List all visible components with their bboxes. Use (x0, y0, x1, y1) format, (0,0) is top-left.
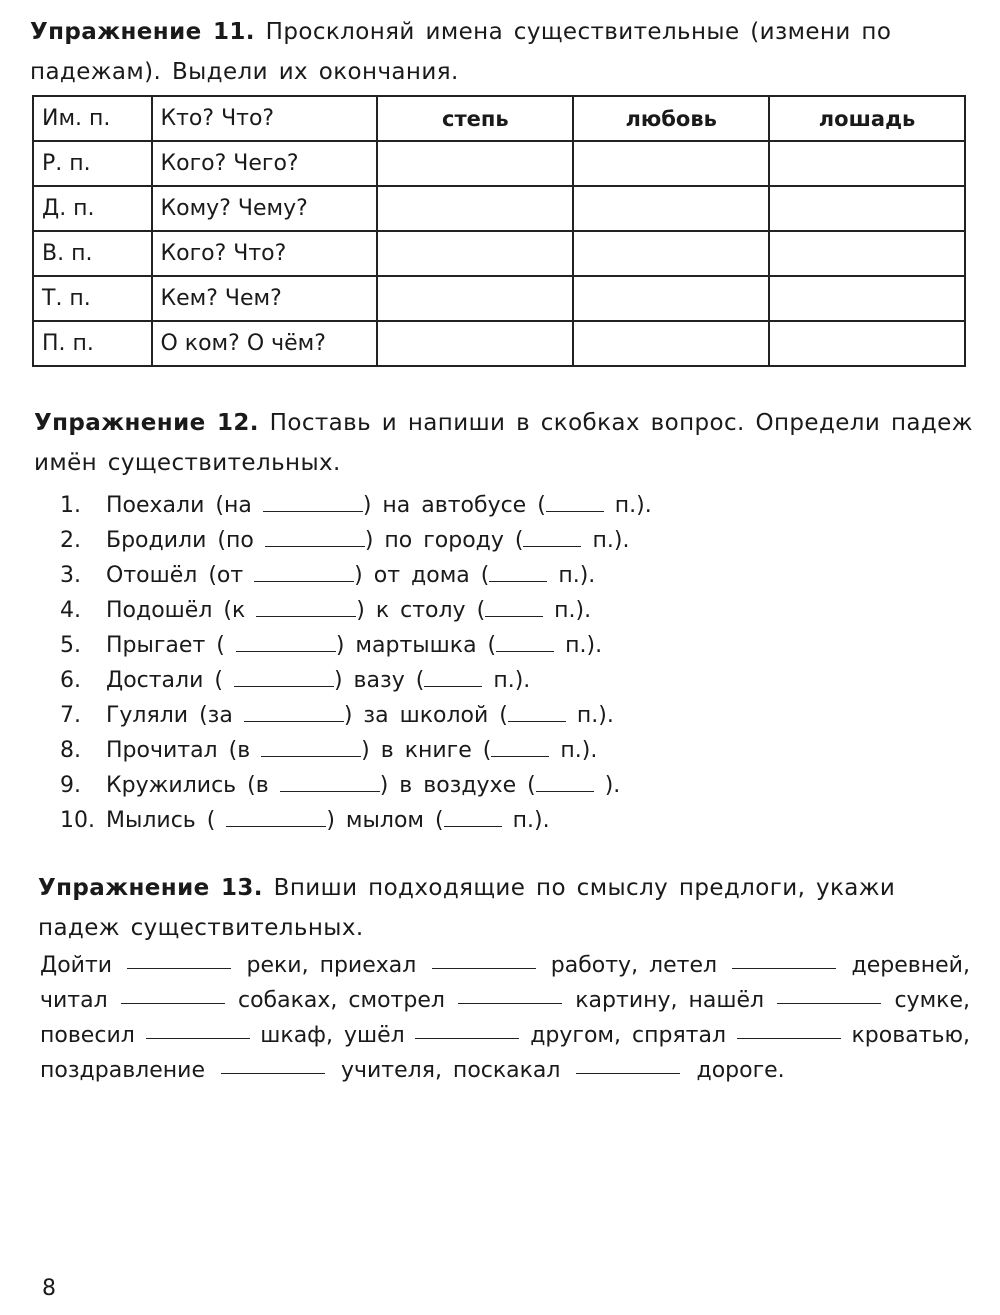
list-item (60, 698, 652, 733)
item-text-start: Поехали (на (106, 493, 252, 518)
word-group: реки, приехал (246, 953, 417, 978)
item-text-end: п.). (614, 493, 652, 518)
list-item (60, 523, 652, 558)
noun-header-cell: лошадь (769, 96, 965, 141)
word-group: работу, летел (550, 953, 718, 978)
answer-cell[interactable] (573, 321, 769, 366)
preposition-blank[interactable] (432, 948, 536, 969)
item-text-end: п.). (576, 703, 614, 728)
item-text-start: Прыгает ( (106, 633, 225, 658)
table-row (33, 231, 965, 276)
case-name-cell: П. п. (33, 321, 152, 366)
list-item (60, 803, 652, 838)
exercise-11-title: Упражнение 11. (30, 19, 255, 45)
preposition-blank[interactable] (415, 1018, 519, 1039)
preposition-blank[interactable] (127, 948, 231, 969)
preposition-blank[interactable] (777, 983, 881, 1004)
table-row (33, 96, 965, 141)
noun-header-cell: любовь (573, 96, 769, 141)
case-name-cell: Р. п. (33, 141, 152, 186)
question-blank[interactable] (234, 666, 334, 687)
case-question-cell: Кого? Что? (152, 231, 378, 276)
item-number: 4. (60, 598, 81, 623)
case-name-cell: Т. п. (33, 276, 152, 321)
item-text-middle: ) на автобусе ( (362, 493, 546, 518)
item-text-end: ). (604, 773, 621, 798)
word-group: повесил (40, 1023, 135, 1048)
case-name-cell: Д. п. (33, 186, 152, 231)
question-blank[interactable] (280, 771, 380, 792)
exercise-11-task: Просклоняй имена существительные (измени по падежам). Выдели их окончания. (30, 19, 892, 85)
answer-cell[interactable] (769, 141, 965, 186)
item-text-middle: ) к столу ( (356, 598, 486, 623)
question-blank[interactable] (261, 736, 361, 757)
answer-cell[interactable] (769, 321, 965, 366)
case-blank[interactable] (523, 526, 581, 547)
exercise-13-task: Впиши подходящие по смыслу предлоги, укажи падеж существительных. (38, 875, 896, 941)
item-text-middle: ) в книге ( (361, 738, 492, 763)
preposition-blank[interactable] (458, 983, 562, 1004)
list-item (60, 768, 652, 803)
case-question-cell: Кем? Чем? (152, 276, 378, 321)
question-blank[interactable] (226, 806, 326, 827)
case-name-cell: Им. п. (33, 96, 152, 141)
word-group: деревней, (851, 953, 970, 978)
answer-cell[interactable] (769, 231, 965, 276)
question-blank[interactable] (244, 701, 344, 722)
item-text-end: п.). (493, 668, 531, 693)
item-number: 6. (60, 668, 81, 693)
item-text-middle: ) в воздухе ( (379, 773, 536, 798)
answer-cell[interactable] (377, 231, 573, 276)
case-blank[interactable] (485, 596, 543, 617)
answer-cell[interactable] (377, 141, 573, 186)
item-text-start: Гуляли (за (106, 703, 233, 728)
preposition-blank[interactable] (221, 1053, 325, 1074)
case-blank[interactable] (489, 561, 547, 582)
word-group: сумке, (894, 988, 970, 1013)
item-text-end: п.). (554, 598, 592, 623)
item-text-end: п.). (558, 563, 596, 588)
item-text-start: Прочитал (в (106, 738, 251, 763)
item-text-start: Отошёл (от (106, 563, 244, 588)
fill-text-line (40, 983, 970, 1018)
declension-table (32, 95, 966, 367)
word-group: шкаф, ушёл (260, 1023, 405, 1048)
item-text-end: п.). (565, 633, 603, 658)
item-text-middle: ) от дома ( (354, 563, 490, 588)
item-number: 2. (60, 528, 81, 553)
case-blank[interactable] (496, 631, 554, 652)
item-text-start: Мылись ( (106, 808, 216, 833)
case-question-cell: Кого? Чего? (152, 141, 378, 186)
case-question-cell: О ком? О чём? (152, 321, 378, 366)
word-group: картину, нашёл (575, 988, 765, 1013)
table-row (33, 186, 965, 231)
exercise-13-title: Упражнение 13. (38, 875, 263, 901)
item-number: 9. (60, 773, 81, 798)
fill-text-line (40, 948, 970, 983)
item-text-start: Подошёл (к (106, 598, 246, 623)
noun-header-cell: степь (377, 96, 573, 141)
table-row (33, 141, 965, 186)
list-item (60, 488, 652, 523)
page-number: 8 (42, 1276, 56, 1301)
case-blank[interactable] (546, 491, 604, 512)
list-item (60, 593, 652, 628)
item-text-start: Бродили (по (106, 528, 254, 553)
item-text-middle: ) по городу ( (364, 528, 524, 553)
preposition-blank[interactable] (576, 1053, 680, 1074)
exercise-12-task: Поставь и напиши в скобках вопрос. Определи падеж имён существительных. (34, 410, 973, 476)
exercise-11-heading (30, 12, 975, 92)
exercise-12-title: Упражнение 12. (34, 410, 259, 436)
preposition-blank[interactable] (732, 948, 836, 969)
item-number: 10. (60, 808, 95, 833)
answer-cell[interactable] (573, 186, 769, 231)
preposition-blank[interactable] (146, 1018, 250, 1039)
preposition-blank[interactable] (737, 1018, 841, 1039)
word-group: собаках, смотрел (238, 988, 445, 1013)
case-blank[interactable] (424, 666, 482, 687)
item-number: 8. (60, 738, 81, 763)
question-blank[interactable] (236, 631, 336, 652)
item-text-middle: ) вазу ( (333, 668, 425, 693)
answer-cell[interactable] (573, 231, 769, 276)
item-text-start: Кружились (в (106, 773, 269, 798)
case-blank[interactable] (444, 806, 502, 827)
question-list (60, 488, 652, 838)
answer-cell[interactable] (377, 186, 573, 231)
case-question-cell: Кто? Что? (152, 96, 378, 141)
item-text-end: п.). (560, 738, 598, 763)
word-group: читал (40, 988, 108, 1013)
list-item (60, 628, 652, 663)
fill-text-line (40, 1018, 970, 1053)
item-text-middle: ) мылом ( (326, 808, 444, 833)
item-text-middle: ) мартышка ( (335, 633, 497, 658)
answer-cell[interactable] (573, 141, 769, 186)
answer-cell[interactable] (573, 276, 769, 321)
question-blank[interactable] (256, 596, 356, 617)
exercise-13-heading (38, 868, 976, 948)
item-number: 3. (60, 563, 81, 588)
exercise-12-heading (34, 403, 974, 483)
item-number: 1. (60, 493, 81, 518)
list-item (60, 733, 652, 768)
table-row (33, 321, 965, 366)
answer-cell[interactable] (769, 276, 965, 321)
list-item (60, 663, 652, 698)
item-text-end: п.). (512, 808, 550, 833)
question-blank[interactable] (263, 491, 363, 512)
list-item (60, 558, 652, 593)
question-blank[interactable] (265, 526, 365, 547)
word-group: кроватью, (851, 1023, 970, 1048)
item-text-middle: ) за школой ( (343, 703, 508, 728)
answer-cell[interactable] (377, 321, 573, 366)
answer-cell[interactable] (377, 276, 573, 321)
item-text-start: Достали ( (106, 668, 223, 693)
word-group: Дойти (40, 953, 113, 978)
preposition-blank[interactable] (121, 983, 225, 1004)
case-question-cell: Кому? Чему? (152, 186, 378, 231)
word-group: дороге. (696, 1058, 785, 1083)
fill-text-line (40, 1053, 970, 1088)
table-row (33, 276, 965, 321)
answer-cell[interactable] (769, 186, 965, 231)
item-text-end: п.). (592, 528, 630, 553)
preposition-fill-text (40, 948, 970, 1088)
case-blank[interactable] (491, 736, 549, 757)
question-blank[interactable] (254, 561, 354, 582)
case-blank[interactable] (508, 701, 566, 722)
item-number: 5. (60, 633, 81, 658)
case-blank[interactable] (536, 771, 594, 792)
case-name-cell: В. п. (33, 231, 152, 276)
word-group: поздравление (40, 1058, 205, 1083)
word-group: учителя, поскакал (340, 1058, 561, 1083)
word-group: другом, спрятал (530, 1023, 727, 1048)
item-number: 7. (60, 703, 81, 728)
